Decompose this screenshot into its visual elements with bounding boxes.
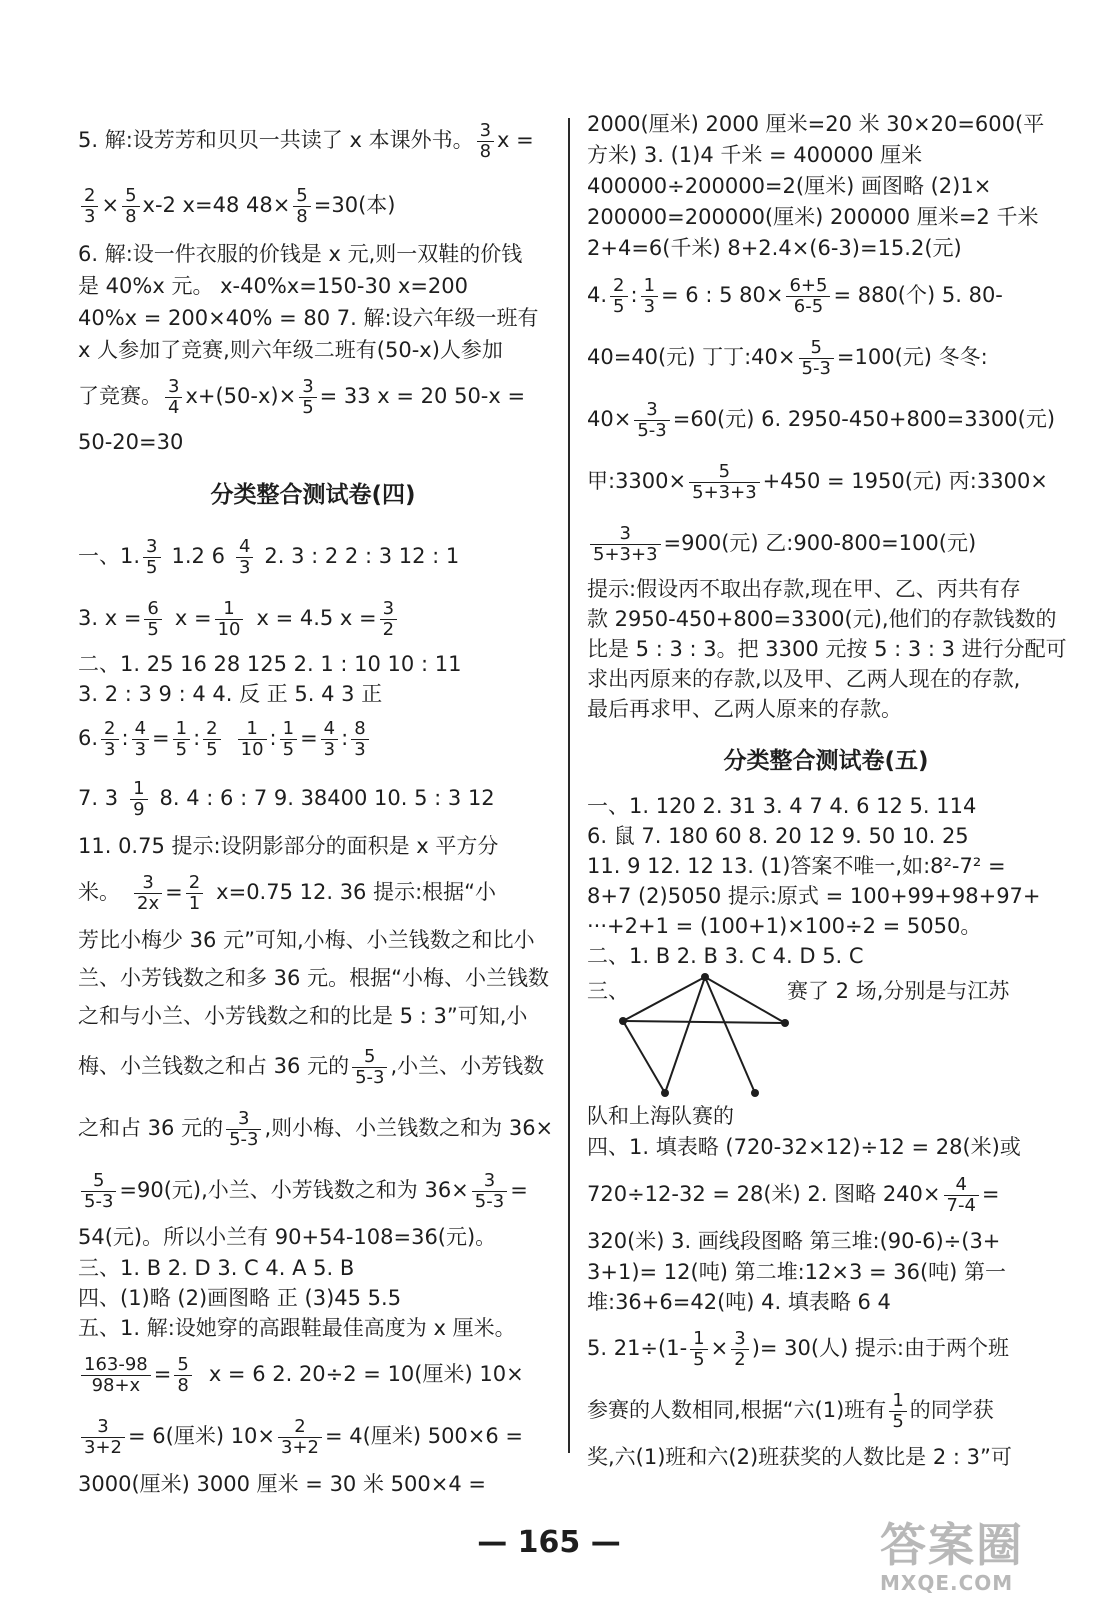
answer-line: 11. 9 12. 12 13. (1)答案不唯一,如:8²-7² = bbox=[587, 854, 1006, 878]
answer-line bbox=[78, 1159, 548, 1221]
denominator: 5 bbox=[147, 618, 159, 640]
answer-line bbox=[587, 1163, 1065, 1225]
numerator: 3 bbox=[477, 121, 494, 142]
fraction bbox=[351, 719, 368, 760]
text-span: = 6(厘米) 10× bbox=[128, 1424, 276, 1448]
fraction bbox=[590, 524, 661, 565]
answer-line bbox=[587, 450, 1065, 512]
text-span: x = bbox=[174, 606, 212, 630]
answer-line bbox=[78, 709, 548, 767]
answer-line bbox=[587, 326, 1065, 388]
fraction bbox=[299, 377, 316, 418]
denominator: 5-3 bbox=[474, 1190, 505, 1212]
denominator: 9 bbox=[133, 798, 145, 820]
text-span: 赛了 2 场,分别是与江苏 bbox=[787, 979, 1010, 1003]
numerator: 3 bbox=[472, 1171, 507, 1192]
denominator: 5-3 bbox=[801, 357, 831, 379]
numerator: 6+5 bbox=[786, 276, 830, 297]
denominator: 3+2 bbox=[281, 1436, 320, 1458]
answer-line: 二、1. 25 16 28 125 2. 1 : 10 10 : 11 bbox=[78, 652, 462, 676]
answer-line: ···+2+1 = (100+1)×100÷2 = 5050。 bbox=[587, 914, 982, 938]
fraction bbox=[122, 186, 139, 227]
denominator: 10 bbox=[240, 738, 264, 760]
fraction bbox=[889, 1391, 906, 1432]
text-span: =90(元),小兰、小芳钱数之和为 36× bbox=[119, 1178, 469, 1202]
denominator: 5-3 bbox=[355, 1066, 385, 1088]
numerator: 1 bbox=[690, 1329, 707, 1350]
answer-line bbox=[78, 587, 548, 649]
answer-line bbox=[78, 1405, 548, 1467]
answer-line: 6. 解:设一件衣服的价钱是 x 元,则一双鞋的价钱 bbox=[78, 242, 523, 266]
text-span: 梅、小兰钱数之和占 36 元的 bbox=[78, 1054, 350, 1078]
text-span: 4. bbox=[587, 283, 608, 307]
answer-line: 40%x = 200×40% = 80 7. 解:设六年级一班有 bbox=[78, 306, 539, 330]
answer-line: 8+7 (2)5050 提示:原式 = 100+99+98+97+ bbox=[587, 884, 1041, 908]
text-span: : bbox=[121, 726, 129, 750]
page-number: — 165 — bbox=[477, 1525, 621, 1560]
text-span: 2. 3 : 2 2 : 3 12 : 1 bbox=[264, 544, 460, 568]
fraction bbox=[278, 1417, 322, 1458]
numerator: 4 bbox=[321, 719, 338, 740]
denominator: 5 bbox=[206, 738, 218, 760]
fraction bbox=[81, 1171, 116, 1212]
answer-line bbox=[78, 172, 548, 238]
text-span: 一、1. bbox=[78, 544, 141, 568]
text-span: x = 4.5 x = bbox=[256, 606, 377, 630]
fraction bbox=[173, 719, 190, 760]
denominator: 8 bbox=[296, 205, 308, 227]
fraction bbox=[144, 599, 161, 640]
answer-line: 五、1. 解:设她穿的高跟鞋最佳高度为 x 厘米。 bbox=[78, 1316, 516, 1340]
answer-line: 3. 2 : 3 9 : 4 4. 反 正 5. 4 3 正 bbox=[78, 682, 383, 706]
numerator: 1 bbox=[889, 1391, 906, 1412]
text-span: +450 = 1950(元) 丙:3300× bbox=[762, 469, 1048, 493]
denominator: 8 bbox=[125, 205, 137, 227]
text-span: × bbox=[101, 193, 120, 217]
text-span: 720÷12-32 = 28(米) 2. 图略 240× bbox=[587, 1182, 941, 1206]
answer-line: 堆:36+6=42(吨) 4. 填表略 6 4 bbox=[587, 1290, 891, 1314]
answer-line: 2000(厘米) 2000 厘米=20 米 30×20=600(平 bbox=[587, 112, 1045, 136]
answer-line: 400000÷200000=2(厘米) 画图略 (2)1× bbox=[587, 174, 992, 198]
numerator: 2 bbox=[81, 186, 98, 207]
section-title-4: 分类整合测试卷(四) bbox=[210, 482, 416, 508]
fraction bbox=[236, 537, 253, 578]
fraction bbox=[81, 1355, 151, 1396]
numerator: 8 bbox=[351, 719, 368, 740]
denominator: 5 bbox=[282, 738, 295, 760]
numerator: 1 bbox=[215, 599, 244, 620]
answer-line bbox=[78, 366, 548, 426]
hint-line: 求出丙原来的存款,以及甲、乙两人现在的存款, bbox=[587, 667, 1021, 691]
answer-line bbox=[78, 1097, 554, 1159]
text-span: 1.2 6 bbox=[171, 544, 225, 568]
answer-line: 是 40%x 元。 x-40%x=150-30 x=200 bbox=[78, 274, 468, 298]
denominator: 5 bbox=[146, 556, 158, 578]
denominator: 6-5 bbox=[793, 295, 824, 317]
denominator: 2 bbox=[734, 1348, 746, 1370]
numerator: 2 bbox=[186, 873, 203, 894]
fraction bbox=[786, 276, 830, 317]
watermark-url: MXQE.COM bbox=[880, 1571, 1014, 1595]
denominator: 3 bbox=[323, 738, 336, 760]
text-span: =900(元) 乙:900-800=100(元) bbox=[663, 531, 977, 555]
text-span: = bbox=[981, 1182, 1000, 1206]
fraction bbox=[380, 599, 397, 640]
numerator: 2 bbox=[610, 276, 627, 297]
text-span: 8. 4 : 6 : 7 9. 38400 10. 5 : 3 12 bbox=[159, 786, 495, 810]
answer-line: x 人参加了竞赛,则六年级二班有(50-x)人参加 bbox=[78, 338, 503, 362]
fraction bbox=[293, 186, 310, 227]
fraction bbox=[101, 719, 118, 760]
answer-line bbox=[78, 863, 548, 921]
numerator: 1 bbox=[130, 779, 147, 800]
text-span: 甲:3300× bbox=[587, 469, 687, 493]
answer-line: 200000=200000(厘米) 200000 厘米=2 千米 bbox=[587, 205, 1039, 229]
text-span: x-2 x=48 48× bbox=[142, 193, 291, 217]
answer-line bbox=[78, 767, 548, 829]
numerator: 5 bbox=[174, 1355, 191, 1376]
fraction bbox=[186, 873, 203, 914]
text-span: 米。 bbox=[78, 880, 120, 904]
fraction bbox=[226, 1109, 261, 1150]
fraction bbox=[944, 1175, 979, 1216]
hint-line: 款 2950-450+800=3300(元),他们的存款钱数的 bbox=[587, 607, 1057, 631]
answer-line bbox=[78, 108, 548, 172]
column-divider bbox=[568, 118, 570, 1453]
fraction bbox=[203, 719, 220, 760]
hint-line: 提示:假设丙不取出存款,现在甲、乙、丙共有存 bbox=[587, 577, 1021, 601]
numerator: 5 bbox=[799, 338, 834, 359]
text-span: 5. 21÷(1- bbox=[587, 1336, 688, 1360]
fraction bbox=[134, 873, 162, 914]
text-span: = bbox=[300, 726, 318, 750]
denominator: 5-3 bbox=[229, 1128, 259, 1150]
text-span: 参赛的人数相同,根据“六(1)班有 bbox=[587, 1398, 887, 1422]
numerator: 3 bbox=[731, 1329, 748, 1350]
denominator: 3 bbox=[134, 738, 147, 760]
fraction bbox=[280, 719, 297, 760]
numerator: 1 bbox=[173, 719, 190, 740]
denominator: 8 bbox=[479, 140, 492, 162]
denominator: 3 bbox=[643, 295, 656, 317]
text-span: 之和占 36 元的 bbox=[78, 1116, 224, 1140]
text-span: : bbox=[630, 283, 638, 307]
answer-line bbox=[587, 1379, 1065, 1441]
answer-line: 320(米) 3. 画线段图略 第三堆:(90-6)÷(3+ bbox=[587, 1229, 1001, 1253]
answer-line: 三、1. B 2. D 3. C 4. A 5. B bbox=[78, 1256, 355, 1280]
numerator: 4 bbox=[132, 719, 149, 740]
text-span: × bbox=[710, 1336, 729, 1360]
fraction bbox=[81, 1417, 125, 1458]
answer-line: 11. 0.75 提示:设阴影部分的面积是 x 平方分 bbox=[78, 834, 499, 858]
numerator: 5 bbox=[122, 186, 139, 207]
numerator: 3 bbox=[134, 873, 162, 894]
text-span: = 6 : 5 80× bbox=[661, 283, 784, 307]
text-span: ,则小梅、小兰钱数之和为 36× bbox=[264, 1116, 554, 1140]
section-title-5: 分类整合测试卷(五) bbox=[723, 748, 929, 774]
numerator: 4 bbox=[944, 1175, 979, 1196]
numerator: 2 bbox=[278, 1417, 322, 1438]
numerator: 5 bbox=[81, 1171, 116, 1192]
answer-line bbox=[587, 264, 1065, 326]
numerator: 3 bbox=[165, 377, 182, 398]
denominator: 5 bbox=[892, 1410, 904, 1432]
text-span: 40× bbox=[587, 407, 632, 431]
denominator: 5 bbox=[175, 738, 188, 760]
answer-line bbox=[587, 512, 1065, 574]
text-span: 了竞赛。 bbox=[78, 384, 162, 408]
fraction bbox=[132, 719, 149, 760]
text-span: x+(50-x)× bbox=[185, 384, 297, 408]
numerator: 6 bbox=[144, 599, 161, 620]
numerator: 3 bbox=[590, 524, 661, 545]
denominator: 5 bbox=[613, 295, 625, 317]
answer-line: 队和上海队赛的 bbox=[587, 1104, 734, 1128]
answer-line: 3000(厘米) 3000 厘米 = 30 米 500×4 = bbox=[78, 1472, 486, 1496]
answer-line: 方米) 3. (1)4 千米 = 400000 厘米 bbox=[587, 143, 923, 167]
answer-line: 奖,六(1)班和六(2)班获奖的人数比是 2 : 3”可 bbox=[587, 1445, 1012, 1469]
answer-line: 四、(1)略 (2)画图略 正 (3)45 5.5 bbox=[78, 1286, 402, 1310]
text-span: 三、 bbox=[587, 979, 629, 1003]
answer-line: 二、1. B 2. B 3. C 4. D 5. C bbox=[587, 944, 864, 968]
numerator: 3 bbox=[81, 1417, 125, 1438]
fraction bbox=[690, 1329, 707, 1370]
denominator: 5+3+3 bbox=[692, 481, 757, 503]
text-span: 7. 3 bbox=[78, 786, 119, 810]
fraction bbox=[477, 121, 494, 162]
answer-line bbox=[78, 525, 548, 587]
answer-line bbox=[78, 1035, 548, 1097]
text-span: x=0.75 12. 36 提示:根据“小 bbox=[216, 880, 497, 904]
text-span: = 880(个) 5. 80- bbox=[833, 283, 1003, 307]
numerator: 5 bbox=[352, 1047, 387, 1068]
numerator: 163-98 bbox=[81, 1355, 151, 1376]
fraction bbox=[610, 276, 627, 317]
hint-line: 最后再求甲、乙两人原来的存款。 bbox=[587, 697, 902, 721]
numerator: 5 bbox=[293, 186, 310, 207]
answer-line: 54(元)。所以小兰有 90+54-108=36(元)。 bbox=[78, 1225, 497, 1249]
left-column bbox=[78, 108, 554, 1501]
denominator: 1 bbox=[188, 892, 201, 914]
text-span: = bbox=[153, 1362, 172, 1386]
text-span: =30(本) bbox=[313, 193, 396, 217]
fraction bbox=[321, 719, 338, 760]
numerator: 3 bbox=[380, 599, 397, 620]
denominator: 3 bbox=[354, 738, 366, 760]
text-span: x = 6 2. 20÷2 = 10(厘米) 10× bbox=[208, 1362, 524, 1386]
right-column bbox=[587, 108, 1065, 1473]
denominator: 5-3 bbox=[637, 419, 667, 441]
answer-line: 3+1)= 12(吨) 第二堆:12×3 = 36(吨) 第一 bbox=[587, 1260, 1007, 1284]
fraction bbox=[472, 1171, 507, 1212]
fraction bbox=[689, 462, 760, 503]
numerator: 3 bbox=[299, 377, 316, 398]
text-span: 的同学获 bbox=[909, 1398, 994, 1422]
answer-line bbox=[78, 1343, 548, 1405]
fraction bbox=[731, 1329, 748, 1370]
text-span: 6. bbox=[78, 726, 99, 750]
watermark-logo bbox=[880, 1519, 1070, 1594]
numerator: 2 bbox=[101, 719, 118, 740]
denominator: 8 bbox=[177, 1374, 189, 1396]
fraction bbox=[238, 719, 267, 760]
fraction bbox=[634, 400, 669, 441]
denominator: 5 bbox=[302, 396, 314, 418]
text-span: ,小兰、小芳钱数 bbox=[390, 1054, 545, 1078]
answer-line: 芳比小梅少 36 元”可知,小梅、小兰钱数之和比小 bbox=[78, 928, 535, 952]
answer-line: 兰、小芳钱数之和多 36 元。根据“小梅、小兰钱数 bbox=[78, 966, 549, 990]
numerator: 3 bbox=[634, 400, 669, 421]
numerator: 4 bbox=[236, 537, 253, 558]
text-span: : bbox=[341, 726, 349, 750]
text-span: =60(元) 6. 2950-450+800=3300(元) bbox=[672, 407, 1056, 431]
denominator: 98+x bbox=[91, 1374, 141, 1396]
denominator: 3 bbox=[104, 738, 116, 760]
numerator: 3 bbox=[226, 1109, 261, 1130]
numerator: 1 bbox=[238, 719, 267, 740]
text-span: = bbox=[510, 1178, 528, 1202]
numerator: 1 bbox=[280, 719, 297, 740]
fraction bbox=[799, 338, 834, 379]
denominator: 5+3+3 bbox=[593, 543, 658, 565]
fraction bbox=[143, 537, 160, 578]
text-span: = bbox=[152, 726, 170, 750]
answer-line bbox=[587, 1317, 1065, 1379]
answer-line: 之和与小兰、小芳钱数之和的比是 5 : 3”可知,小 bbox=[78, 1004, 528, 1028]
numerator: 2 bbox=[203, 719, 220, 740]
denominator: 3 bbox=[84, 205, 96, 227]
text-span: = bbox=[165, 880, 183, 904]
denominator: 5-3 bbox=[84, 1190, 114, 1212]
answer-line: 6. 鼠 7. 180 60 8. 20 12 9. 50 10. 25 bbox=[587, 824, 969, 848]
watermark-chars: 答案圈 bbox=[880, 1518, 1024, 1572]
denominator: 4 bbox=[168, 396, 180, 418]
text-span: 40=40(元) 丁丁:40× bbox=[587, 345, 796, 369]
denominator: 2x bbox=[137, 892, 160, 914]
denominator: 5 bbox=[693, 1348, 705, 1370]
text-span: 3. x = bbox=[78, 606, 142, 630]
answer-line: 一、1. 120 2. 31 3. 4 7 4. 6 12 5. 114 bbox=[587, 794, 977, 818]
fraction bbox=[641, 276, 658, 317]
text-span: =100(元) 冬冬: bbox=[836, 345, 988, 369]
text-span: x = bbox=[497, 128, 534, 152]
text-span: )= 30(人) 提示:由于两个班 bbox=[751, 1336, 1010, 1360]
denominator: 2 bbox=[382, 618, 395, 640]
fraction bbox=[174, 1355, 191, 1396]
denominator: 7-4 bbox=[946, 1194, 976, 1216]
fraction bbox=[165, 377, 182, 418]
fraction bbox=[81, 186, 98, 227]
match-graph-diagram bbox=[615, 971, 795, 1099]
hint-line: 比是 5 : 3 : 3。把 3300 元按 5 : 3 : 3 进行分配可 bbox=[587, 637, 1067, 661]
fraction bbox=[215, 599, 244, 640]
numerator: 1 bbox=[641, 276, 658, 297]
text-span: : bbox=[193, 726, 201, 750]
answer-line: 50-20=30 bbox=[78, 430, 184, 454]
text-span: = 4(厘米) 500×6 = bbox=[325, 1424, 524, 1448]
text-span: = 33 x = 20 50-x = bbox=[319, 384, 526, 408]
numerator: 5 bbox=[689, 462, 760, 483]
text-span: : bbox=[269, 726, 277, 750]
denominator: 10 bbox=[217, 618, 241, 640]
text-span: 5. 解:设芳芳和贝贝一共读了 x 本课外书。 bbox=[78, 128, 474, 152]
answer-line: 四、1. 填表略 (720-32×12)÷12 = 28(米)或 bbox=[587, 1135, 1021, 1159]
denominator: 3 bbox=[238, 556, 251, 578]
match-diagram-row bbox=[587, 971, 1065, 1101]
denominator: 3+2 bbox=[84, 1436, 122, 1458]
numerator: 3 bbox=[143, 537, 160, 558]
answer-line: 2+4=6(千米) 8+2.4×(6-3)=15.2(元) bbox=[587, 236, 962, 260]
fraction bbox=[352, 1047, 387, 1088]
fraction bbox=[130, 779, 147, 820]
answer-line bbox=[587, 388, 1065, 450]
